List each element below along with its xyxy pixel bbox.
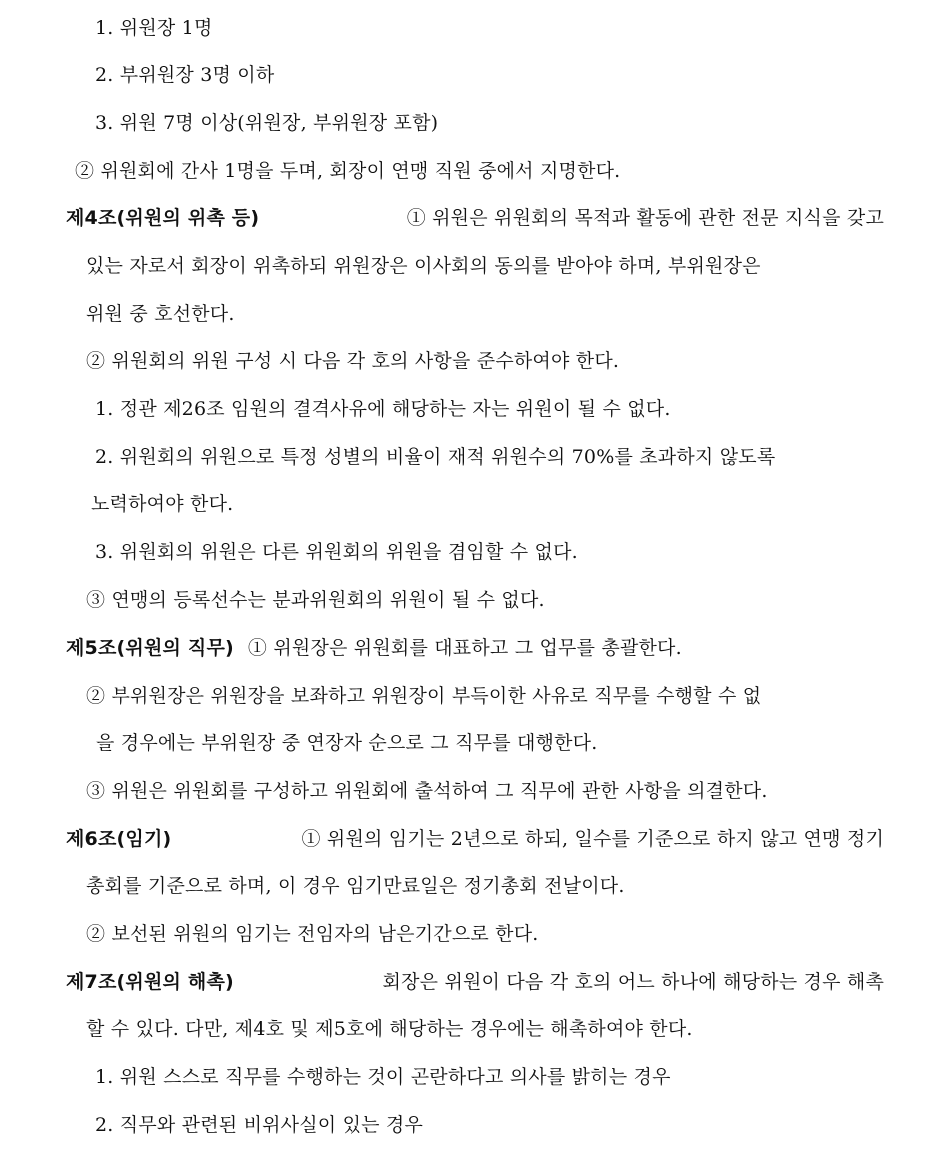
list-item: 1. 위원장 1명 xyxy=(95,17,213,39)
list-item-continued: 노력하여야 한다. xyxy=(91,493,234,515)
paragraph: 을 경우에는 부위원장 중 연장자 순으로 그 직무를 대행한다. xyxy=(96,732,598,754)
list-item: 3. 위원회의 위원은 다른 위원회의 위원을 겸임할 수 없다. xyxy=(95,541,578,563)
list-item: 2. 부위원장 3명 이하 xyxy=(95,64,275,86)
list-item: 3. 위원 7명 이상(위원장, 부위원장 포함) xyxy=(95,112,439,134)
paragraph: ① 위원장은 위원회를 대표하고 그 업무를 총괄한다. xyxy=(247,637,682,659)
article-4-first-line xyxy=(66,198,884,238)
article-5-first-line xyxy=(66,628,682,668)
paragraph: ③ 연맹의 등록선수는 분과위원회의 위원이 될 수 없다. xyxy=(86,589,545,611)
paragraph: 총회를 기준으로 하며, 이 경우 임기만료일은 정기총회 전날이다. xyxy=(86,875,625,897)
paragraph: ③ 위원은 위원회를 구성하고 위원회에 출석하여 그 직무에 관한 사항을 의결한다. xyxy=(86,780,768,802)
paragraph: ① 위원은 위원회의 목적과 활동에 관한 전문 지식을 갖고 xyxy=(406,207,884,229)
list-item: 2. 위원회의 위원으로 특정 성별의 비율이 재적 위원수의 70%를 초과하지 않도록 xyxy=(95,446,776,468)
article-7-first-line xyxy=(66,962,884,1002)
article-heading: 제6조(임기) xyxy=(66,828,172,850)
paragraph: ② 위원회의 위원 구성 시 다음 각 호의 사항을 준수하여야 한다. xyxy=(86,350,620,372)
article-heading: 제5조(위원의 직무) xyxy=(66,637,234,659)
article-heading: 제4조(위원의 위촉 등) xyxy=(66,207,260,229)
list-item: 1. 정관 제26조 임원의 결격사유에 해당하는 자는 위원이 될 수 없다. xyxy=(95,398,671,420)
paragraph: 회장은 위원이 다음 각 호의 어느 하나에 해당하는 경우 해촉 xyxy=(382,971,884,993)
article-heading: 제7조(위원의 해촉) xyxy=(66,971,234,993)
paragraph: ② 부위원장은 위원장을 보좌하고 위원장이 부득이한 사유로 직무를 수행할 수 없 xyxy=(86,685,762,707)
list-item: 1. 위원 스스로 직무를 수행하는 것이 곤란하다고 의사를 밝히는 경우 xyxy=(95,1066,671,1088)
paragraph: 할 수 있다. 다만, 제4호 및 제5호에 해당하는 경우에는 해촉하여야 한다. xyxy=(86,1018,693,1040)
paragraph: 있는 자로서 회장이 위촉하되 위원장은 이사회의 동의를 받아야 하며, 부위원장은 xyxy=(86,255,761,277)
paragraph: ② 보선된 위원의 임기는 전임자의 남은기간으로 한다. xyxy=(86,923,539,945)
article-6-first-line xyxy=(66,819,884,859)
paragraph: 위원 중 호선한다. xyxy=(86,303,235,325)
list-item: 2. 직무와 관련된 비위사실이 있는 경우 xyxy=(95,1114,424,1136)
paragraph: ① 위원의 임기는 2년으로 하되, 일수를 기준으로 하지 않고 연맹 정기 xyxy=(301,828,884,850)
paragraph: ② 위원회에 간사 1명을 두며, 회장이 연맹 직원 중에서 지명한다. xyxy=(75,160,621,182)
